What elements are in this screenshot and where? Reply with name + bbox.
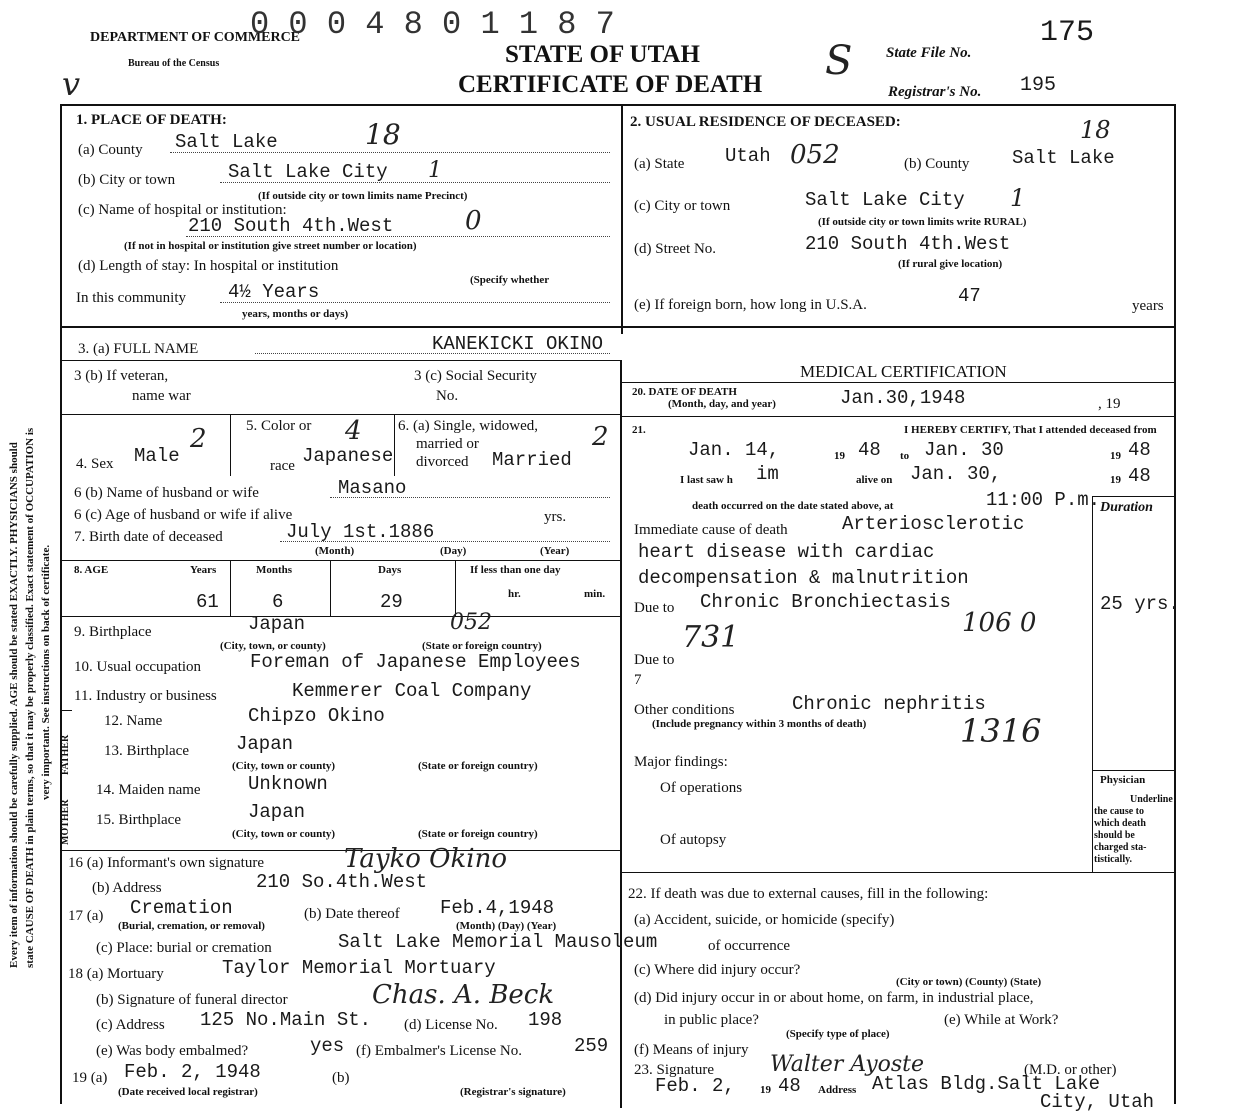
burial-method-label: 17 (a) <box>68 908 104 924</box>
operations-label: Of operations <box>660 780 743 796</box>
dod-suffix: , 19 <box>1098 396 1121 412</box>
marital-code: 2 <box>592 422 609 452</box>
signature-year: 48 <box>778 1075 801 1097</box>
birth-day-note: (Day) <box>440 545 467 557</box>
pod-city-note: (If outside city or town limits name Precinct) <box>258 190 468 202</box>
means-label: (f) Means of injury <box>634 1042 749 1058</box>
parent-bracket-top <box>60 710 72 711</box>
pod-hospital-note: (If not in hospital or institution give street number or location) <box>124 240 417 252</box>
spouse-age-label: 6 (c) Age of husband or wife if alive <box>74 507 293 523</box>
embalmer-license-label: (f) Embalmer's License No. <box>356 1043 522 1059</box>
signature-19: 19 <box>760 1084 771 1096</box>
divider-sex <box>230 414 231 476</box>
pod-city-mark: 1 <box>428 158 442 183</box>
other-conditions-value: Chronic nephritis <box>792 693 986 715</box>
side-instructions-2: state CAUSE OF DEATH in plain terms, so that it may be properly classified. Exact statement of OCCUPATION is <box>24 427 36 968</box>
alive-label: alive on <box>856 474 893 486</box>
last-saw-label: I last saw h <box>680 474 733 486</box>
res-city-note: (If outside city or town limits write RURAL) <box>818 216 1027 228</box>
res-county-label: (b) County <box>904 156 970 172</box>
line-spouse <box>330 497 610 498</box>
divider-age-bottom <box>60 616 622 617</box>
marital-value: Married <box>492 449 572 471</box>
external-heading: 22. If death was due to external causes, fill in the following: <box>628 886 989 902</box>
attended-to-date: Jan. 30 <box>924 439 1004 461</box>
res-foreign-unit: years <box>1132 298 1164 314</box>
burial-method-value: Cremation <box>130 897 233 919</box>
father-name-value: Chipzo Okino <box>248 705 385 727</box>
physician-note-3: which death <box>1094 818 1146 829</box>
pod-county-value: Salt Lake <box>175 131 278 153</box>
embalmer-license-value: 259 <box>574 1035 609 1057</box>
director-label: (b) Signature of funeral director <box>96 992 288 1008</box>
res-state-value: Utah <box>725 145 771 167</box>
pod-county-label: (a) County <box>78 142 143 158</box>
birthplace-code: 052 <box>450 610 492 635</box>
license-label: (d) License No. <box>404 1017 498 1033</box>
age-years-value: 61 <box>196 591 219 613</box>
mother-side-label: MOTHER <box>60 799 71 845</box>
marital-label-1: 6. (a) Single, widowed, <box>398 418 538 434</box>
burial-place-label: (c) Place: burial or cremation <box>96 940 272 956</box>
signature-date: Feb. 2, <box>655 1075 735 1097</box>
race-code: 4 <box>345 416 362 446</box>
alive-19: 19 <box>1110 474 1121 486</box>
frame-mid-top <box>621 104 623 334</box>
bureau-label: Bureau of the Census <box>128 58 220 69</box>
divider-fullname-bottom <box>60 360 622 361</box>
frame-mid <box>620 360 622 1108</box>
birthplace-note-2: (State or foreign country) <box>422 640 542 652</box>
res-street-value: 210 South 4th.West <box>805 233 1011 255</box>
sex-value: Male <box>134 445 180 467</box>
attended-to-year: 48 <box>1128 439 1151 461</box>
received-value: Feb. 2, 1948 <box>124 1061 261 1083</box>
dod-label-1: 20. DATE OF DEATH <box>632 386 737 398</box>
state-title: STATE OF UTAH <box>505 41 700 68</box>
received-label: 19 (a) <box>72 1070 108 1086</box>
pod-hospital-mark: 0 <box>465 206 482 236</box>
color-label: 5. Color or <box>246 418 312 434</box>
cause-code-2: 106 0 <box>962 608 1037 638</box>
age-label: 8. AGE <box>74 564 109 576</box>
cause-code-1: 731 <box>682 620 740 655</box>
registrar-value: 195 <box>1020 74 1057 97</box>
burial-place-value: Salt Lake Memorial Mausoleum <box>338 931 658 953</box>
license-value: 198 <box>528 1009 563 1031</box>
age-min-label: min. <box>584 588 606 600</box>
divider-duration-top <box>1092 496 1176 497</box>
place-of-death-heading: 1. PLACE OF DEATH: <box>76 112 227 128</box>
frame-top <box>60 104 1176 106</box>
res-state-label: (a) State <box>634 156 685 172</box>
director-signature: Chas. A. Beck <box>372 980 555 1010</box>
mother-birthplace-value: Japan <box>248 801 306 823</box>
physician-address-label: Address <box>818 1084 857 1096</box>
immediate-cause-3: decompensation & malnutrition <box>638 567 969 589</box>
res-state-code: 052 <box>790 140 840 170</box>
certify-number: 21. <box>632 424 646 436</box>
father-place-note-1: (City, town or county) <box>232 760 336 772</box>
registrar-label: Registrar's No. <box>888 84 982 100</box>
attended-to-label: to <box>900 450 910 462</box>
physician-signature-note: (M.D. or other) <box>1024 1062 1117 1078</box>
certificate-serial: 0 0 0 4 8 0 1 1 8 7 <box>250 6 615 43</box>
birth-label: 7. Birth date of deceased <box>74 529 223 545</box>
medical-heading: MEDICAL CERTIFICATION <box>800 362 1007 381</box>
divider-age-2 <box>330 560 331 616</box>
pod-county-code: 18 <box>365 118 401 151</box>
other-conditions-label: Other conditions <box>634 702 735 718</box>
line-pod-county <box>170 152 610 153</box>
occurrence-label: of occurrence <box>708 938 791 954</box>
physician-address-1: Atlas Bldg.Salt Lake <box>872 1073 1101 1095</box>
spouse-value: Masano <box>338 477 407 499</box>
occupation-value: Foreman of Japanese Employees <box>250 651 581 673</box>
divider-informant <box>60 850 622 851</box>
physician-signature: Walter Ayoste <box>770 1052 925 1077</box>
line-pod-hospital <box>186 236 610 237</box>
informant-signature: Tayko Okino <box>344 844 507 874</box>
work-label: (e) While at Work? <box>944 1012 1059 1028</box>
age-days-value: 29 <box>380 591 403 613</box>
war-label: name war <box>132 388 191 404</box>
age-months-label: Months <box>256 564 293 576</box>
occupation-label: 10. Usual occupation <box>74 659 202 675</box>
age-months-value: 6 <box>272 591 284 613</box>
attended-from-19: 19 <box>834 450 845 462</box>
birth-value: July 1st.1886 <box>286 521 435 543</box>
maiden-label: 14. Maiden name <box>96 782 201 798</box>
divider-fullname-top <box>60 326 1176 328</box>
registrar-sig-prefix: (b) <box>332 1070 350 1086</box>
line-pod-city <box>220 182 610 183</box>
res-foreign-label: (e) If foreign born, how long in U.S.A. <box>634 297 867 313</box>
spouse-label: 6 (b) Name of husband or wife <box>74 485 259 501</box>
state-file-label: State File No. <box>886 45 972 61</box>
veteran-label: 3 (b) If veteran, <box>74 368 169 384</box>
ss-no-label: No. <box>436 388 459 404</box>
mother-place-note-2: (State or foreign country) <box>418 828 538 840</box>
certificate-title: CERTIFICATE OF DEATH <box>458 71 763 98</box>
attended-from-date: Jan. 14, <box>688 439 780 461</box>
divider-dod <box>622 416 1176 417</box>
pod-stay-label: (d) Length of stay: In hospital or institution <box>78 258 339 274</box>
divider-medical-heading <box>622 382 1176 383</box>
accident-label: (a) Accident, suicide, or homicide (specify) <box>634 912 895 928</box>
res-city-label: (c) City or town <box>634 198 731 214</box>
pod-community-note: years, months or days) <box>242 308 349 320</box>
spouse-age-unit: yrs. <box>544 509 567 525</box>
mother-birthplace-label: 15. Birthplace <box>96 812 181 828</box>
divider-physician-top <box>1092 770 1176 771</box>
industry-label: 11. Industry or business <box>74 688 217 704</box>
divider-duration <box>1092 496 1093 872</box>
immediate-cause-2: heart disease with cardiac <box>638 541 935 563</box>
physician-note-2: the cause to <box>1094 806 1144 817</box>
race-value: Japanese <box>302 445 394 467</box>
physician-note-1: Underline <box>1130 794 1173 805</box>
alive-year: 48 <box>1128 465 1151 487</box>
received-note: (Date received local registrar) <box>118 1086 258 1098</box>
attended-from-year: 48 <box>858 439 881 461</box>
burial-date-note: (Month) (Day) (Year) <box>456 920 557 932</box>
physician-note-4: should be <box>1094 830 1135 841</box>
divider-age-1 <box>230 560 231 616</box>
informant-signature-label: 16 (a) Informant's own signature <box>68 855 264 871</box>
father-side-label: FATHER <box>60 734 71 775</box>
registrar-sig-label: (Registrar's signature) <box>460 1086 566 1098</box>
father-name-label: 12. Name <box>104 713 163 729</box>
res-county-value: Salt Lake <box>1012 147 1115 169</box>
age-less-label: If less than one day <box>470 564 561 576</box>
burial-date-label: (b) Date thereof <box>304 906 400 922</box>
physician-address-2: City, Utah <box>1040 1091 1155 1113</box>
certify-text: I HEREBY CERTIFY, That I attended deceased from <box>904 424 1157 436</box>
specify-note: (Specify type of place) <box>786 1028 890 1040</box>
embalmed-label: (e) Was body embalmed? <box>96 1043 249 1059</box>
res-county-code: 18 <box>1080 116 1111 144</box>
divider-age-3 <box>455 560 456 616</box>
divider-age-top <box>60 560 622 561</box>
pod-city-label: (b) City or town <box>78 172 176 188</box>
burial-method-note: (Burial, cremation, or removal) <box>118 920 265 932</box>
attended-to-19: 19 <box>1110 450 1121 462</box>
public-label: in public place? <box>664 1012 759 1028</box>
autopsy-label: Of autopsy <box>660 832 727 848</box>
cause-code-7: 7 <box>634 672 642 688</box>
race-label: race <box>270 458 295 474</box>
res-city-mark: 1 <box>1010 184 1026 212</box>
birthplace-value: Japan <box>248 613 306 635</box>
residence-heading: 2. USUAL RESIDENCE OF DECEASED: <box>630 114 901 130</box>
divider-veteran <box>60 414 622 415</box>
fullname-value: KANEKICKI OKINO <box>432 333 604 355</box>
birth-year-note: (Year) <box>540 545 570 557</box>
line-fullname <box>255 353 610 354</box>
major-findings-label: Major findings: <box>634 754 728 770</box>
res-street-label: (d) Street No. <box>634 241 717 257</box>
physician-note-6: tistically. <box>1094 854 1133 865</box>
physician-signature-label: 23. Signature <box>634 1062 714 1078</box>
pod-city-value: Salt Lake City <box>228 161 388 183</box>
pod-community-label: In this community <box>76 290 186 306</box>
other-conditions-note: (Include pregnancy within 3 months of death) <box>652 718 867 730</box>
father-birthplace-value: Japan <box>236 733 294 755</box>
industry-value: Kemmerer Coal Company <box>292 680 532 702</box>
divider-external <box>622 872 1176 873</box>
immediate-cause-1: Arteriosclerotic <box>842 513 1025 535</box>
res-city-value: Salt Lake City <box>805 189 965 211</box>
immediate-cause-label: Immediate cause of death <box>634 522 788 538</box>
occurred-label: death occurred on the date stated above, at <box>692 500 894 512</box>
where-label: (c) Where did injury occur? <box>634 962 801 978</box>
divider-race <box>394 414 395 476</box>
department-label: DEPARTMENT OF COMMERCE <box>90 30 301 45</box>
duration-label: Duration <box>1100 500 1153 515</box>
last-saw-value: im <box>756 463 779 485</box>
physician-label: Physician <box>1100 774 1146 786</box>
occurred-value: 11:00 P.m. <box>986 489 1101 511</box>
s-mark: S <box>825 38 853 84</box>
dod-label-2: (Month, day, and year) <box>668 398 776 410</box>
dod-value: Jan.30,1948 <box>840 387 966 409</box>
line-birth <box>280 541 610 542</box>
res-street-note: (If rural give location) <box>898 258 1003 270</box>
side-instructions-3: very important. See instructions on back of certificate. <box>40 544 52 800</box>
marital-label-2: married or <box>416 436 479 452</box>
ss-label: 3 (c) Social Security <box>414 368 537 384</box>
age-hr-label: hr. <box>508 588 521 600</box>
sex-code: 2 <box>190 424 207 454</box>
birth-month-note: (Month) <box>315 545 355 557</box>
due-to-label-2: Due to <box>634 652 675 668</box>
mortuary-address-value: 125 No.Main St. <box>200 1009 372 1031</box>
state-file-value: 175 <box>1040 16 1095 50</box>
frame-left <box>60 104 62 1104</box>
sex-label: 4. Sex <box>76 456 114 472</box>
birthplace-note-1: (City, town, or county) <box>220 640 326 652</box>
age-years-label: Years <box>190 564 217 576</box>
age-days-label: Days <box>378 564 402 576</box>
marital-label-3: divorced <box>416 454 469 470</box>
due-to-value-1: Chronic Bronchiectasis <box>700 591 951 613</box>
line-pod-community <box>220 302 610 303</box>
due-to-duration-1: 25 yrs. <box>1100 593 1180 615</box>
physician-note-5: charged sta- <box>1094 842 1147 853</box>
pod-stay-note: (Specify whether <box>470 274 550 286</box>
check-mark: v <box>62 65 81 103</box>
res-foreign-value: 47 <box>958 285 981 307</box>
embalmed-value: yes <box>310 1035 345 1057</box>
mother-place-note-1: (City, town or county) <box>232 828 336 840</box>
due-to-label-1: Due to <box>634 600 675 616</box>
birthplace-label: 9. Birthplace <box>74 624 152 640</box>
where-note: (City or town) (County) (State) <box>896 976 1042 988</box>
maiden-value: Unknown <box>248 773 328 795</box>
mortuary-value: Taylor Memorial Mortuary <box>222 957 496 979</box>
alive-date: Jan. 30, <box>910 463 1002 485</box>
pod-hospital-value: 210 South 4th.West <box>188 215 394 237</box>
fullname-label: 3. (a) FULL NAME <box>78 341 199 357</box>
father-place-note-2: (State or foreign country) <box>418 760 538 772</box>
burial-date-value: Feb.4,1948 <box>440 897 555 919</box>
pod-community-value: 4½ Years <box>228 281 320 303</box>
side-instructions-1: Every item of information should be carefully supplied. AGE should be stated EXACTLY. PHYSICIANS should <box>8 442 20 968</box>
father-birthplace-label: 13. Birthplace <box>104 743 189 759</box>
informant-address-label: (b) Address <box>92 880 162 896</box>
mortuary-label: 18 (a) Mortuary <box>68 966 164 982</box>
home-label: (d) Did injury occur in or about home, on farm, in industrial place, <box>634 990 1034 1006</box>
pod-hospital-label: (c) Name of hospital or institution: <box>78 202 287 218</box>
mortuary-address-label: (c) Address <box>96 1017 165 1033</box>
cause-code-3: 1316 <box>960 712 1042 750</box>
informant-address-value: 210 So.4th.West <box>256 871 428 893</box>
